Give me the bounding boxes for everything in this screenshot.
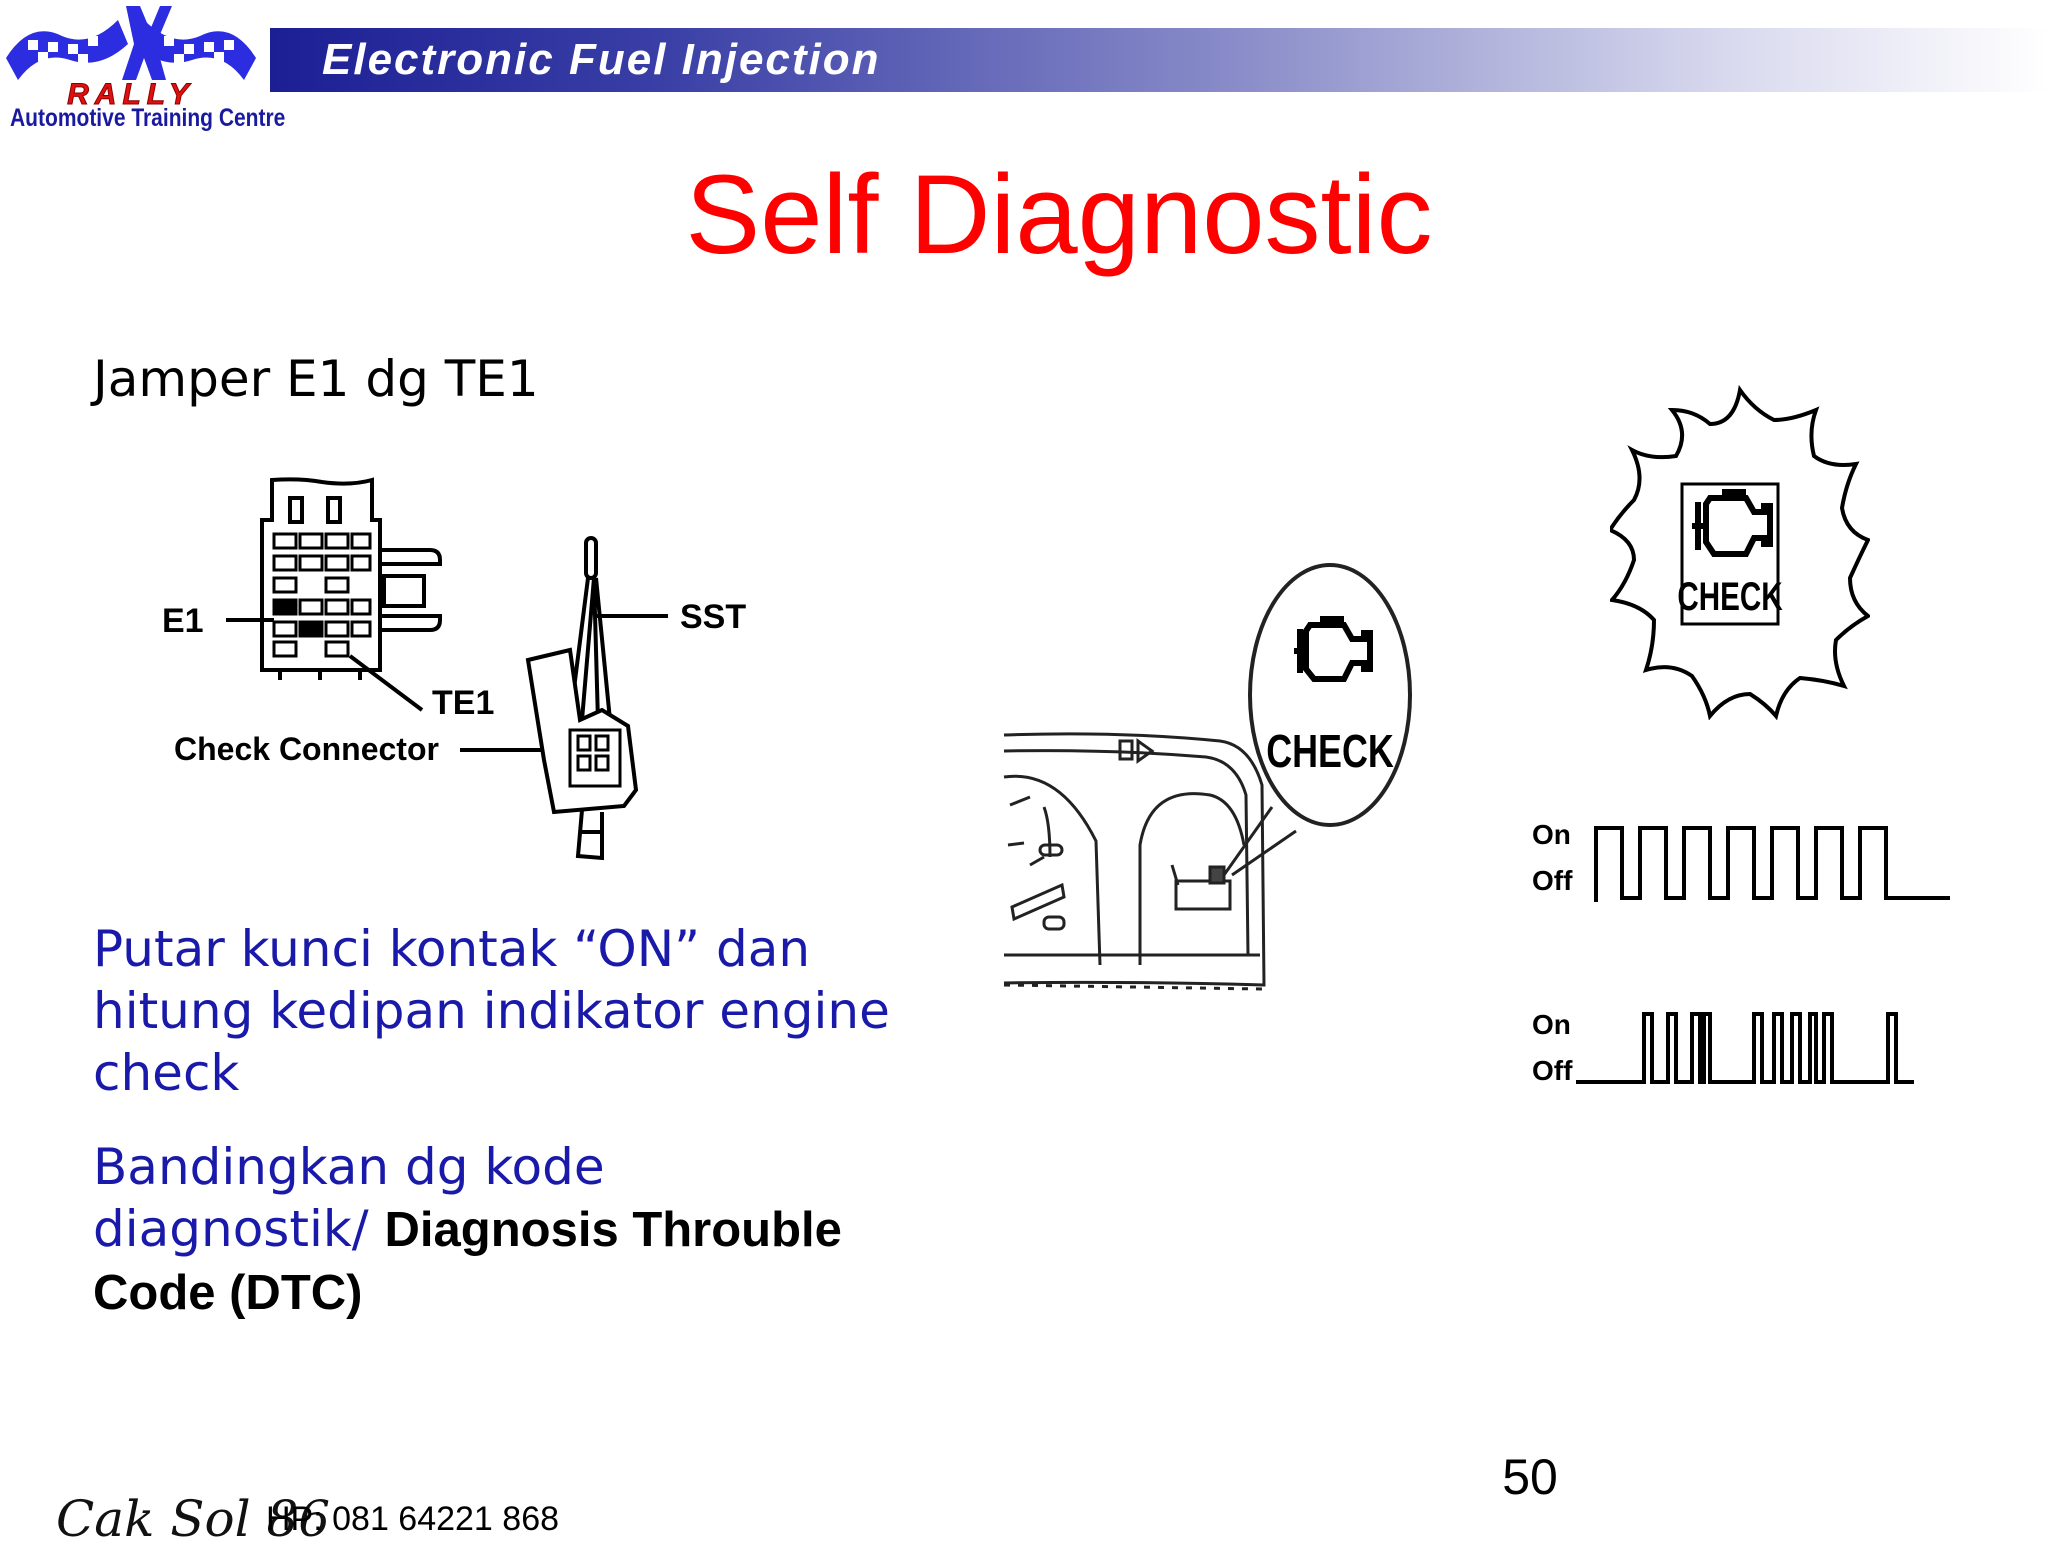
label-check-connector: Check Connector xyxy=(174,731,439,767)
te1-leader-line xyxy=(350,656,422,710)
blink-signal-diagram xyxy=(1520,810,1960,1100)
slide-title: Self Diagnostic xyxy=(685,152,1433,277)
check-bubble xyxy=(1224,565,1410,875)
bubble-check-label: CHECK xyxy=(1266,725,1394,778)
page-number: 50 xyxy=(1502,1449,1558,1505)
footer-phone: HP: 081 64221 868 xyxy=(266,1500,560,1538)
code-blink-waveform xyxy=(1576,1014,1914,1082)
label-sst: SST xyxy=(680,598,747,636)
header-title: Electronic Fuel Injection xyxy=(322,35,881,84)
sst-tool xyxy=(528,538,668,858)
checkered-flags-icon xyxy=(6,6,256,80)
lamp-check-label: CHECK xyxy=(1677,574,1783,620)
connector-body xyxy=(262,479,440,680)
normal-blink-waveform xyxy=(1596,828,1950,902)
compare-dtc-paragraph xyxy=(93,1136,893,1324)
logo-wordmark: RALLY xyxy=(67,78,195,111)
signal2-off-label: Off xyxy=(1532,1055,1573,1086)
label-te1: TE1 xyxy=(432,684,495,722)
compare-dtc-text: Bandingkan dg kode diagnostik/ xyxy=(93,1138,605,1258)
instrument-cluster xyxy=(1004,734,1264,989)
signal1-off-label: Off xyxy=(1532,865,1573,896)
signal1-on-label: On xyxy=(1532,819,1571,850)
dtc-term: Diagnosis Throuble Code (DTC) xyxy=(93,1203,842,1320)
logo-subtitle: Automotive Training Centre xyxy=(10,104,286,132)
instruction-paragraph: Putar kunci kontak “ON” dan hitung kedipan indikator engine check xyxy=(93,920,890,1102)
signal2-on-label: On xyxy=(1532,1009,1571,1040)
check-connector-diagram xyxy=(150,460,770,880)
slide-subtitle: Jamper E1 dg TE1 xyxy=(93,350,539,408)
footer-signature: Cak Sol 86 xyxy=(56,1490,331,1548)
dashboard-diagram xyxy=(1000,545,1440,1005)
check-lamp-diagram xyxy=(1610,380,1870,720)
label-e1: E1 xyxy=(162,602,204,640)
